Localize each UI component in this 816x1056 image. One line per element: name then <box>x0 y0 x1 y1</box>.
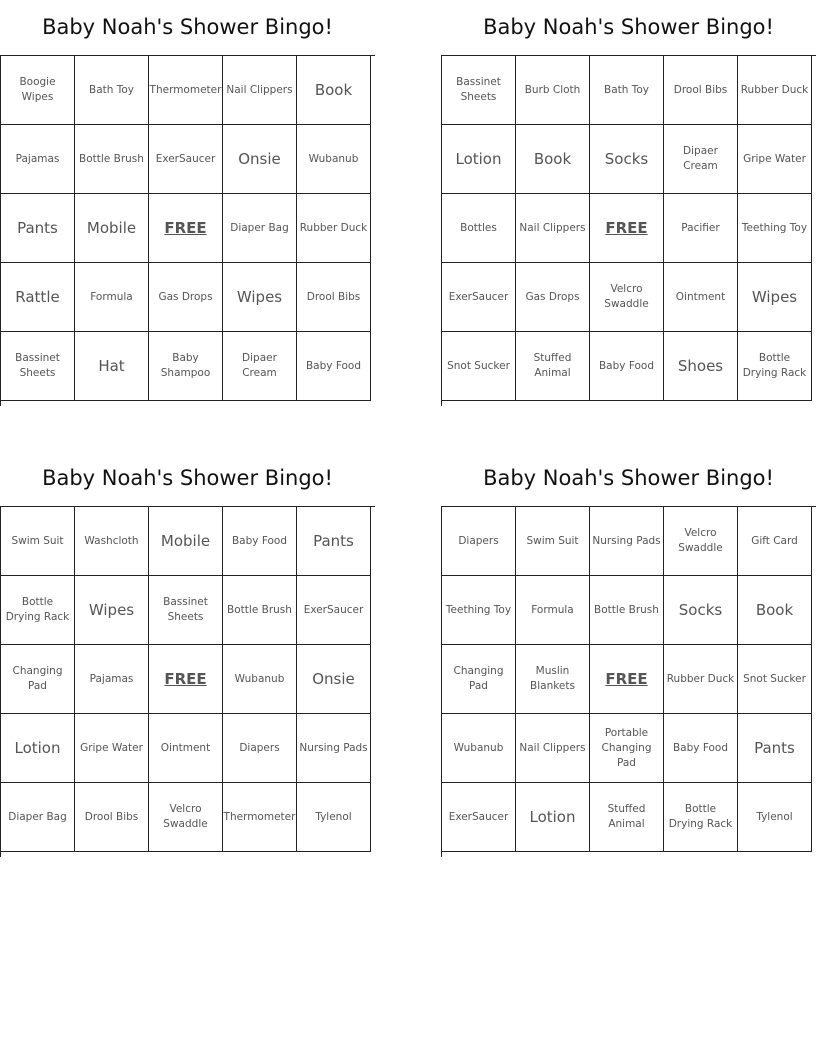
bingo-cell: Onsie <box>223 125 297 194</box>
bingo-cell: Tylenol <box>297 783 371 852</box>
bingo-cell: Gripe Water <box>75 714 149 783</box>
bingo-cell: Formula <box>75 263 149 332</box>
bingo-cell: Pants <box>1 194 75 263</box>
bingo-cell: Stuffed Animal <box>590 783 664 852</box>
free-space: FREE <box>590 194 664 263</box>
bingo-cell: Burb Cloth <box>516 56 590 125</box>
bingo-cell: Drool Bibs <box>75 783 149 852</box>
bingo-cell: Washcloth <box>75 507 149 576</box>
bingo-cell: Muslin Blankets <box>516 645 590 714</box>
bingo-cell: Teething Toy <box>738 194 812 263</box>
bingo-cell: Diaper Bag <box>1 783 75 852</box>
bingo-cell: Gripe Water <box>738 125 812 194</box>
bingo-cell: Nail Clippers <box>516 194 590 263</box>
card-title: Baby Noah's Shower Bingo! <box>483 15 774 39</box>
bingo-cell: Bassinet Sheets <box>1 332 75 401</box>
bingo-cell: Lotion <box>442 125 516 194</box>
bingo-cell: Baby Food <box>297 332 371 401</box>
card-title: Baby Noah's Shower Bingo! <box>483 466 774 490</box>
bingo-cell: Bassinet Sheets <box>442 56 516 125</box>
bingo-cell: Baby Food <box>590 332 664 401</box>
bingo-cell: Snot Sucker <box>442 332 516 401</box>
bingo-cell: Bottle Brush <box>590 576 664 645</box>
bingo-cell: Rubber Duck <box>297 194 371 263</box>
bingo-cell: Hat <box>75 332 149 401</box>
bingo-cell: Bottle Brush <box>223 576 297 645</box>
bingo-cell: Pajamas <box>75 645 149 714</box>
bingo-cell: Diapers <box>223 714 297 783</box>
card-title: Baby Noah's Shower Bingo! <box>42 15 333 39</box>
bingo-cell: Diapers <box>442 507 516 576</box>
bingo-cell: Bottle Drying Rack <box>1 576 75 645</box>
bingo-cell: ExerSaucer <box>297 576 371 645</box>
bingo-cell: Changing Pad <box>1 645 75 714</box>
bingo-grid <box>0 55 375 406</box>
bingo-cell: Nursing Pads <box>297 714 371 783</box>
bingo-cell: Lotion <box>516 783 590 852</box>
bingo-cell: Wubanub <box>442 714 516 783</box>
bingo-cell: Baby Shampoo <box>149 332 223 401</box>
bingo-cell: Baby Food <box>223 507 297 576</box>
bingo-cell: Dipaer Cream <box>664 125 738 194</box>
bingo-cell: Socks <box>664 576 738 645</box>
bingo-card-2 <box>441 0 816 406</box>
bingo-cell: Nail Clippers <box>223 56 297 125</box>
bingo-cell: Bottle Drying Rack <box>664 783 738 852</box>
bingo-cell: Wipes <box>75 576 149 645</box>
bingo-cell: ExerSaucer <box>149 125 223 194</box>
bingo-cell: Formula <box>516 576 590 645</box>
bingo-cell: Pants <box>297 507 371 576</box>
bingo-cell: Shoes <box>664 332 738 401</box>
bingo-cell: Bottle Drying Rack <box>738 332 812 401</box>
bingo-cell: Dipaer Cream <box>223 332 297 401</box>
bingo-cell: Ointment <box>149 714 223 783</box>
bingo-cell: Onsie <box>297 645 371 714</box>
bingo-cell: Mobile <box>75 194 149 263</box>
bingo-grid <box>441 506 816 857</box>
bingo-cell: Socks <box>590 125 664 194</box>
bingo-cell: ExerSaucer <box>442 263 516 332</box>
bingo-cell: Drool Bibs <box>297 263 371 332</box>
bingo-cell: Wubanub <box>297 125 371 194</box>
free-space: FREE <box>149 645 223 714</box>
free-space: FREE <box>149 194 223 263</box>
bingo-cell: Nail Clippers <box>516 714 590 783</box>
bingo-cell: Swim Suit <box>516 507 590 576</box>
bingo-cell: Wipes <box>223 263 297 332</box>
bingo-cell: Velcro Swaddle <box>664 507 738 576</box>
bingo-cell: Velcro Swaddle <box>149 783 223 852</box>
bingo-cell: Snot Sucker <box>738 645 812 714</box>
bingo-card-3 <box>0 451 375 857</box>
bingo-cell: Wubanub <box>223 645 297 714</box>
bingo-cell: Book <box>738 576 812 645</box>
bingo-card-4 <box>441 451 816 857</box>
bingo-cell: Rattle <box>1 263 75 332</box>
bingo-cell: Thermometer <box>223 783 297 852</box>
card-title: Baby Noah's Shower Bingo! <box>42 466 333 490</box>
bingo-cell: Gas Drops <box>516 263 590 332</box>
bingo-cell: Bath Toy <box>590 56 664 125</box>
bingo-cell: Rubber Duck <box>738 56 812 125</box>
bingo-cell: Velcro Swaddle <box>590 263 664 332</box>
bingo-grid <box>0 506 375 857</box>
bingo-cell: Ointment <box>664 263 738 332</box>
bingo-cell: Bath Toy <box>75 56 149 125</box>
bingo-cell: Pacifier <box>664 194 738 263</box>
bingo-cell: Baby Food <box>664 714 738 783</box>
bingo-cell: Bassinet Sheets <box>149 576 223 645</box>
bingo-cell: Gas Drops <box>149 263 223 332</box>
bingo-cell: Mobile <box>149 507 223 576</box>
bingo-cell: Tylenol <box>738 783 812 852</box>
bingo-cell: Portable Changing Pad <box>590 714 664 783</box>
bingo-cell: Teething Toy <box>442 576 516 645</box>
bingo-card-1 <box>0 0 375 406</box>
bingo-cell: Nursing Pads <box>590 507 664 576</box>
bingo-cell: Wipes <box>738 263 812 332</box>
bingo-cell: Book <box>516 125 590 194</box>
bingo-cell: Bottle Brush <box>75 125 149 194</box>
bingo-cell: ExerSaucer <box>442 783 516 852</box>
bingo-cell: Stuffed Animal <box>516 332 590 401</box>
bingo-cell: Book <box>297 56 371 125</box>
bingo-grid <box>441 55 816 406</box>
bingo-cell: Changing Pad <box>442 645 516 714</box>
bingo-cell: Thermometer <box>149 56 223 125</box>
bingo-cell: Swim Suit <box>1 507 75 576</box>
bingo-cell: Bottles <box>442 194 516 263</box>
bingo-cell: Drool Bibs <box>664 56 738 125</box>
bingo-cell: Boogie Wipes <box>1 56 75 125</box>
bingo-cell: Pants <box>738 714 812 783</box>
free-space: FREE <box>590 645 664 714</box>
bingo-cell: Diaper Bag <box>223 194 297 263</box>
bingo-cell: Lotion <box>1 714 75 783</box>
bingo-cell: Gift Card <box>738 507 812 576</box>
bingo-cell: Pajamas <box>1 125 75 194</box>
bingo-cell: Rubber Duck <box>664 645 738 714</box>
